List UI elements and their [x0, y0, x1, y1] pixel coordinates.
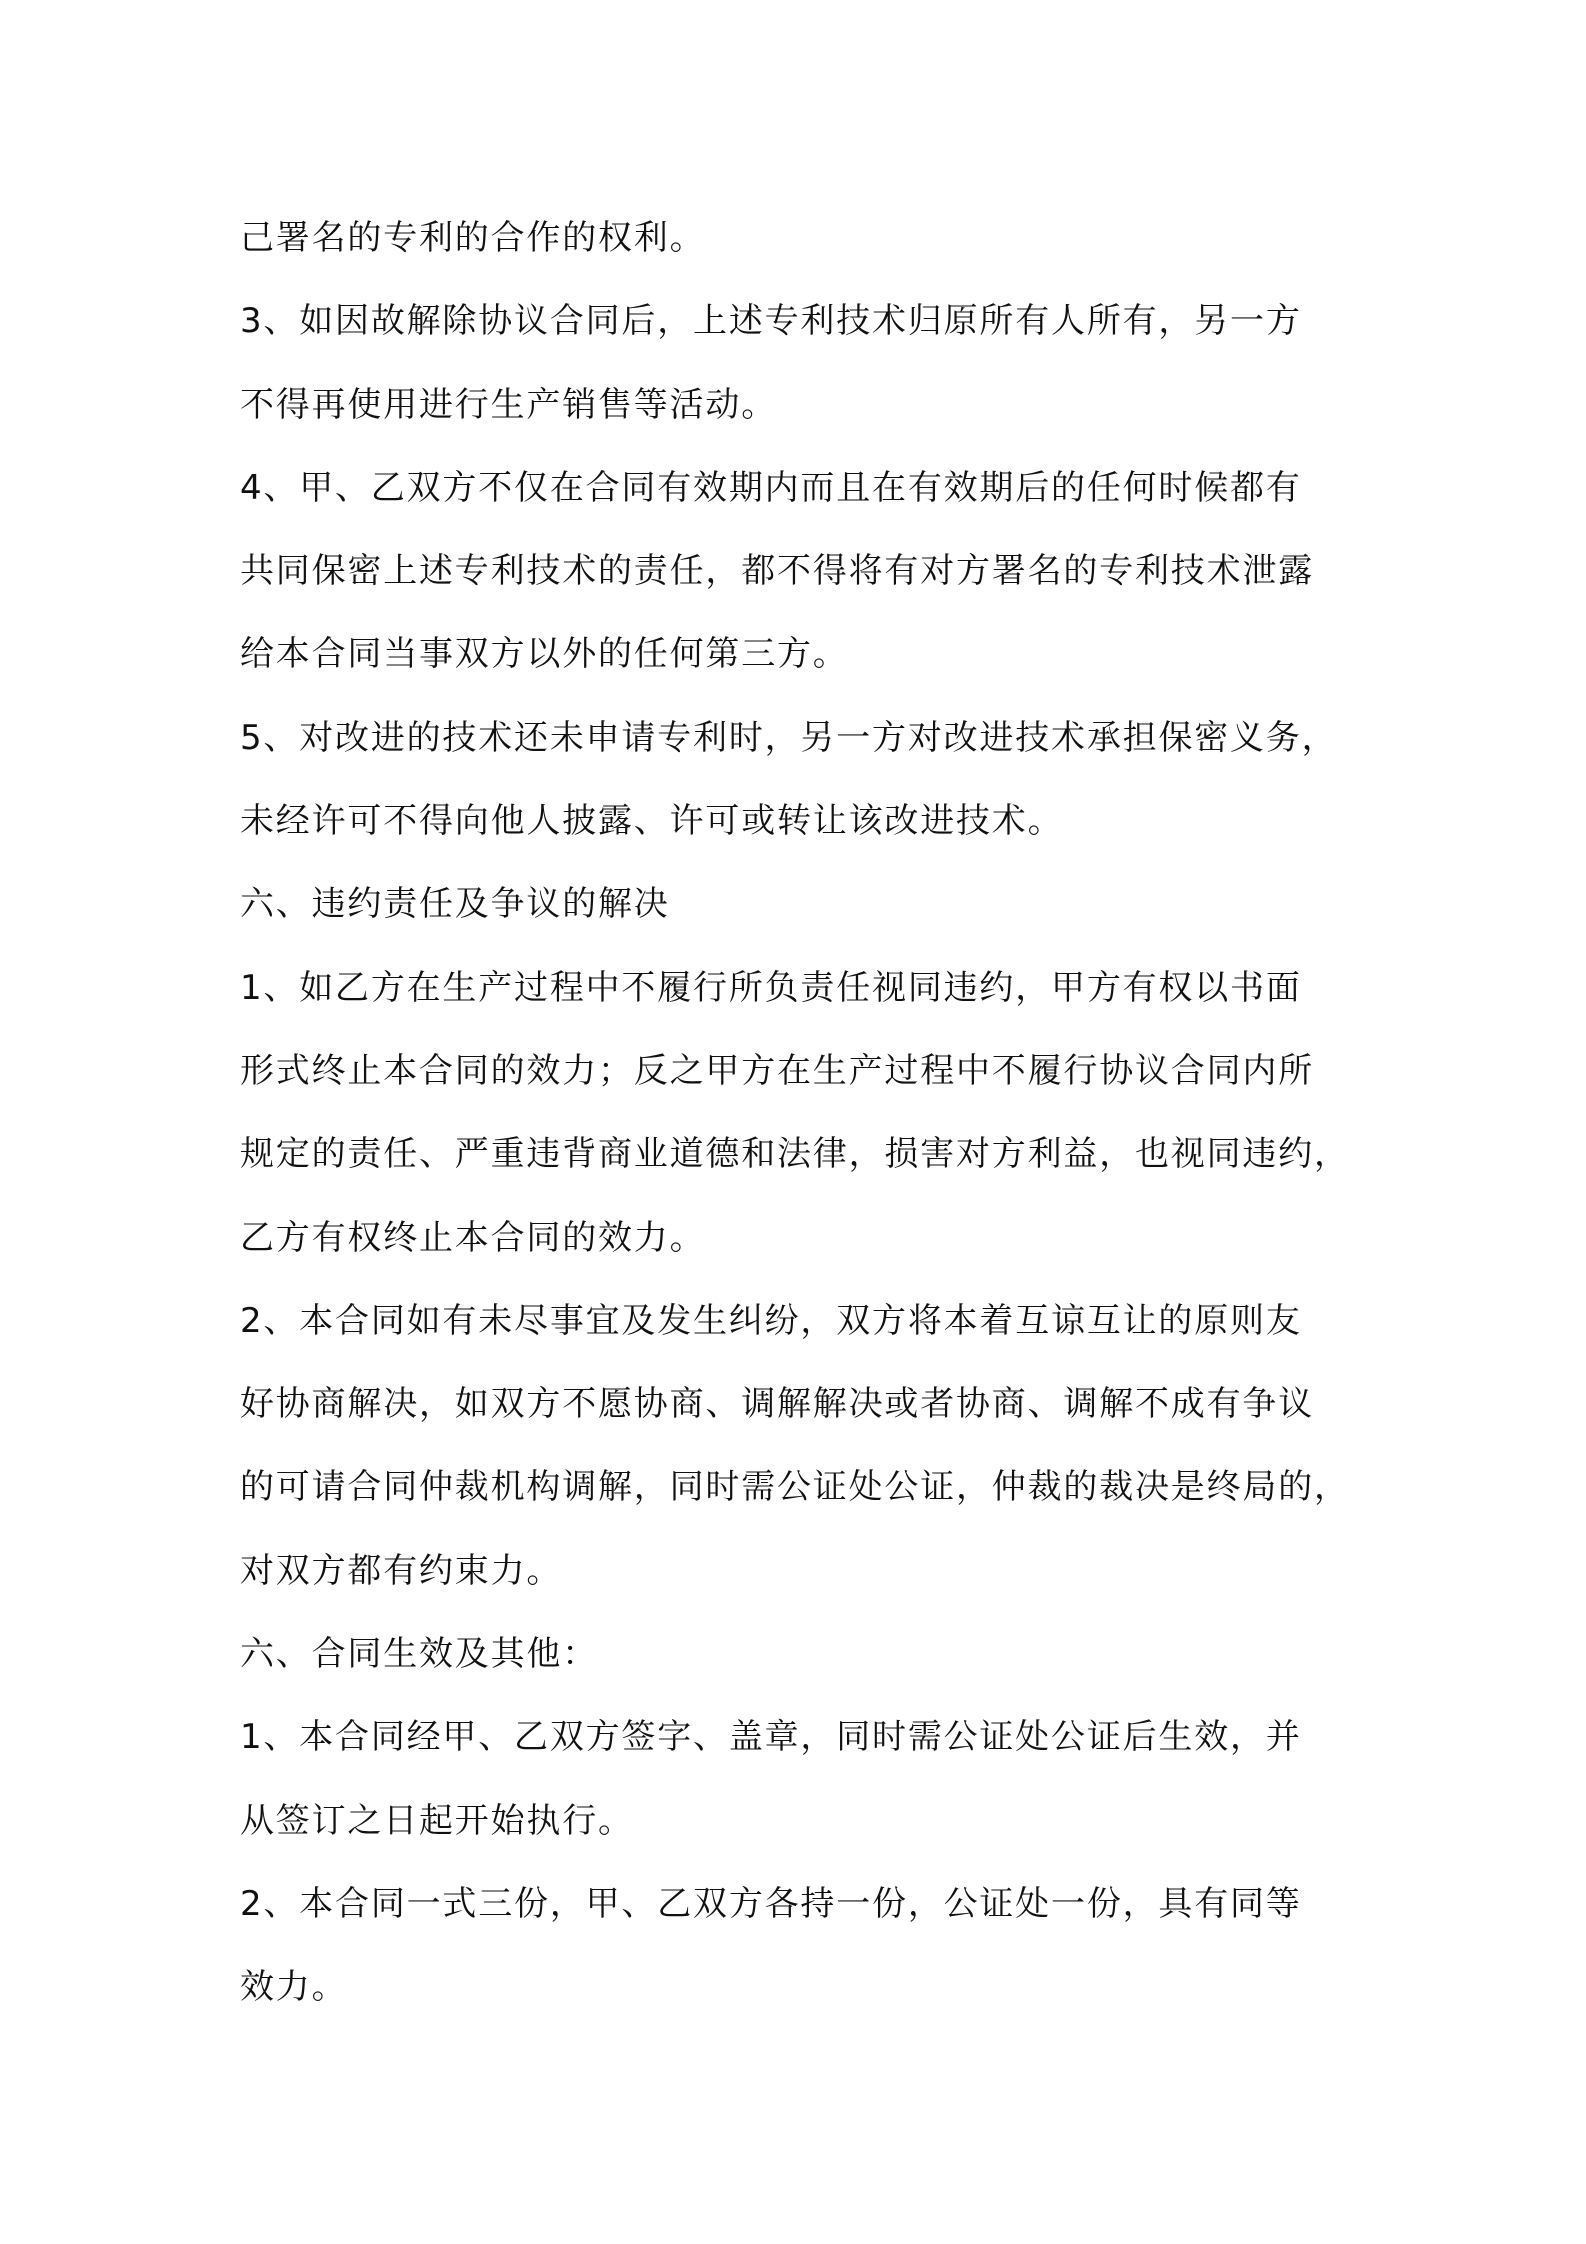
- text-line: 5、对改进的技术还未申请专利时，另一方对改进技术承担保密义务，: [240, 717, 1338, 758]
- text-line: 1、本合同经甲、乙双方签字、盖章，同时需公证处公证后生效，并: [240, 1717, 1302, 1758]
- section-heading: 六、违约责任及争议的解决: [240, 884, 670, 925]
- text-line: 从签订之日起开始执行。: [240, 1800, 634, 1841]
- text-line: 效力。: [240, 1967, 348, 2008]
- text-line: 给本合同当事双方以外的任何第三方。: [240, 634, 849, 675]
- text-line: 2、本合同一式三份，甲、乙双方各持一份，公证处一份，具有同等: [240, 1883, 1302, 1924]
- text-line: 不得再使用进行生产销售等活动。: [240, 384, 777, 425]
- text-line: 1、如乙方在生产过程中不履行所负责任视同违约，甲方有权以书面: [240, 967, 1302, 1008]
- text-line: 乙方有权终止本合同的效力。: [240, 1217, 706, 1258]
- text-line: 规定的责任、严重违背商业道德和法律，损害对方利益，也视同违约，: [240, 1134, 1350, 1175]
- text-line: 好协商解决，如双方不愿协商、调解解决或者协商、调解不成有争议: [240, 1384, 1314, 1425]
- section-heading: 六、合同生效及其他：: [240, 1634, 598, 1675]
- text-line: 形式终止本合同的效力；反之甲方在生产过程中不履行协议合同内所: [240, 1050, 1314, 1091]
- text-line: 4、甲、乙双方不仅在合同有效期内而且在有效期后的任何时候都有: [240, 467, 1302, 508]
- text-line: 己署名的专利的合作的权利。: [240, 218, 706, 258]
- text-line: 的可请合同仲裁机构调解，同时需公证处公证，仲裁的裁决是终局的，: [240, 1467, 1350, 1508]
- text-line: 共同保密上述专利技术的责任，都不得将有对方署名的专利技术泄露: [240, 551, 1314, 592]
- text-line: 2、本合同如有未尽事宜及发生纠纷，双方将本着互谅互让的原则友: [240, 1300, 1302, 1341]
- text-line: 未经许可不得向他人披露、许可或转让该改进技术。: [240, 801, 1064, 842]
- text-line: 3、如因故解除协议合同后，上述专利技术归原所有人所有，另一方: [240, 301, 1302, 342]
- text-line: 对双方都有约束力。: [240, 1550, 563, 1591]
- contract-body: [240, 197, 1370, 2030]
